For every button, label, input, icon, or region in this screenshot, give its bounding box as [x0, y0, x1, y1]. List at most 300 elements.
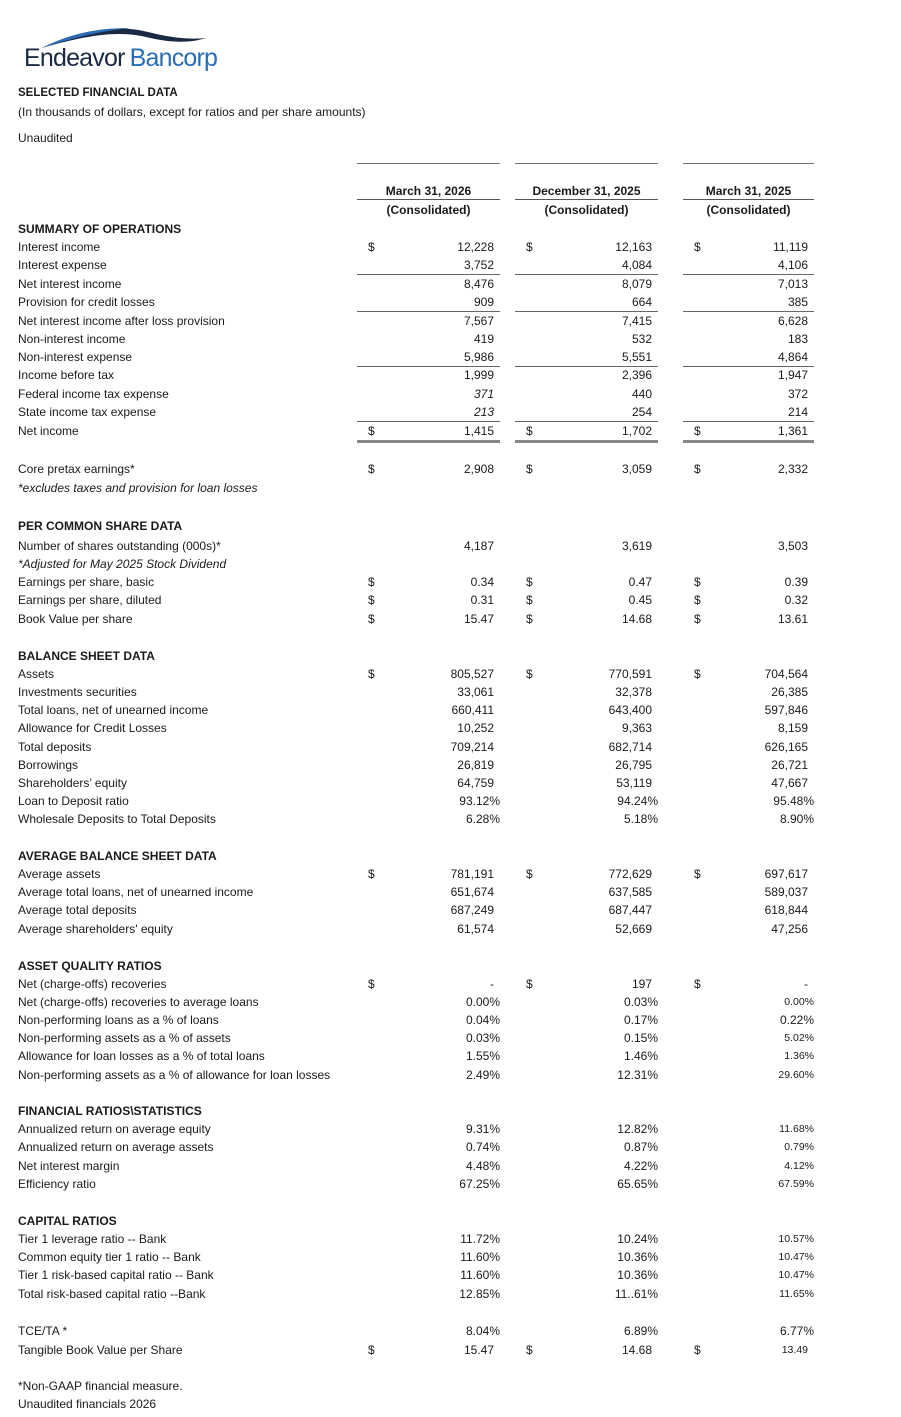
value-cell — [357, 1266, 500, 1284]
column-basis: (Consolidated) — [544, 203, 629, 217]
value-cell — [683, 591, 814, 609]
value-cell — [515, 975, 658, 993]
footnote-unaudited: Unaudited financials 2026 — [18, 1397, 157, 1411]
currency-symbol: $ — [368, 977, 375, 991]
cell-value: 805,527 — [450, 667, 494, 681]
value-cell — [683, 330, 814, 348]
value-cell — [683, 1322, 814, 1340]
value-cell — [515, 537, 658, 555]
table-row — [0, 719, 901, 737]
currency-symbol: $ — [526, 575, 533, 589]
cell-value: 11.60% — [460, 1268, 500, 1282]
value-cell — [515, 1341, 658, 1359]
cell-value: 94.24% — [617, 794, 658, 808]
section-title: FINANCIAL RATIOS\STATISTICS — [18, 1104, 202, 1118]
row-label: Loan to Deposit ratio — [18, 794, 129, 808]
column-header-1 — [357, 163, 500, 223]
table-row — [0, 610, 901, 628]
cell-value: 52,669 — [615, 922, 652, 936]
cell-value: 7,013 — [777, 277, 808, 291]
table-row — [0, 683, 901, 701]
table-row — [0, 920, 901, 938]
value-cell — [683, 275, 814, 293]
table-row — [0, 756, 901, 774]
cell-value: 10.24% — [617, 1232, 658, 1246]
cell-value: 637,585 — [608, 885, 652, 899]
cell-value: 183 — [787, 332, 808, 346]
currency-symbol: $ — [526, 240, 533, 254]
table-row — [0, 883, 901, 901]
cell-value: 26,819 — [457, 758, 494, 772]
cell-value: 12,228 — [457, 240, 494, 254]
row-label: Common equity tier 1 ratio -- Bank — [18, 1250, 201, 1264]
value-cell — [357, 366, 500, 384]
row-label: Non-interest expense — [18, 350, 133, 364]
table-row — [0, 738, 901, 756]
cell-value: 909 — [473, 295, 494, 309]
cell-value: 14.68 — [621, 1343, 652, 1357]
value-cell — [683, 883, 814, 901]
row-label: Total risk-based capital ratio --Bank — [18, 1287, 206, 1301]
cell-value: 8.90% — [779, 812, 814, 826]
section-header — [0, 957, 901, 975]
footnote-non-gaap: *Non-GAAP financial measure. — [18, 1379, 183, 1393]
cell-value: 385 — [787, 295, 808, 309]
value-cell — [357, 422, 500, 443]
column-date: March 31, 2025 — [705, 184, 792, 198]
value-cell — [515, 1266, 658, 1284]
value-cell — [683, 1066, 814, 1084]
cell-value: 214 — [787, 405, 808, 419]
cell-value: 772,629 — [608, 867, 652, 881]
value-cell — [515, 1029, 658, 1047]
value-cell — [683, 810, 814, 828]
cell-value: 704,564 — [764, 667, 808, 681]
row-label: Net interest income — [18, 277, 122, 291]
cell-value: 0.00% — [465, 995, 500, 1009]
cell-value: 10.36% — [617, 1268, 658, 1282]
value-cell — [357, 573, 500, 591]
row-label: Non-interest income — [18, 332, 126, 346]
value-cell — [515, 665, 658, 683]
cell-value: 10.36% — [617, 1250, 658, 1264]
row-label: Allowance for Credit Losses — [18, 721, 167, 735]
cell-value: 697,617 — [764, 867, 808, 881]
column-header-2 — [515, 163, 658, 223]
cell-value: 1,999 — [463, 368, 494, 382]
table-row — [0, 1066, 901, 1084]
table-row — [0, 1248, 901, 1266]
value-cell — [515, 1157, 658, 1175]
value-cell — [357, 1230, 500, 1248]
value-cell — [357, 1322, 500, 1340]
cell-value: 64,759 — [457, 776, 494, 790]
table-row — [0, 1029, 901, 1047]
cell-value: 61,574 — [457, 922, 494, 936]
value-cell — [357, 719, 500, 737]
value-cell — [683, 366, 814, 384]
cell-value: 6.89% — [623, 1324, 658, 1338]
cell-value: 2,908 — [463, 462, 494, 476]
cell-value: 53,119 — [616, 776, 652, 790]
cell-value: 1.36% — [784, 1050, 814, 1062]
value-cell — [683, 238, 814, 256]
currency-symbol: $ — [368, 1343, 375, 1357]
row-label: Total deposits — [18, 740, 92, 754]
cell-value: 8,476 — [463, 277, 494, 291]
row-note — [0, 479, 901, 497]
table-row — [0, 256, 901, 274]
cell-value: 3,752 — [463, 258, 494, 272]
cell-value: 1,415 — [463, 424, 494, 438]
value-cell — [357, 1341, 500, 1359]
cell-value: 0.47 — [628, 575, 652, 589]
cell-value: 26,721 — [771, 758, 808, 772]
table-row — [0, 665, 901, 683]
value-cell — [357, 1120, 500, 1138]
cell-value: 5,986 — [463, 350, 494, 364]
cell-value: 14.68 — [621, 612, 652, 626]
row-label: Net interest income after loss provision — [18, 314, 225, 328]
value-cell — [357, 738, 500, 756]
cell-value: 0.34 — [470, 575, 494, 589]
value-cell — [515, 256, 658, 275]
value-cell — [357, 293, 500, 312]
currency-symbol: $ — [694, 575, 701, 589]
row-label: Interest expense — [18, 258, 107, 272]
currency-symbol: $ — [368, 575, 375, 589]
value-cell — [683, 1047, 814, 1065]
column-date: March 31, 2026 — [385, 184, 472, 198]
row-label: Average assets — [18, 867, 101, 881]
row-label: Non-performing loans as a % of loans — [18, 1013, 219, 1027]
section-header — [0, 1212, 901, 1230]
table-row — [0, 1341, 901, 1359]
value-cell — [683, 1266, 814, 1284]
currency-symbol: $ — [526, 462, 533, 476]
cell-value: 419 — [473, 332, 494, 346]
table-row — [0, 1120, 901, 1138]
cell-value: 660,411 — [451, 703, 494, 717]
cell-value: 4.12% — [784, 1160, 814, 1172]
cell-value: 0.79% — [784, 1141, 814, 1153]
value-cell — [357, 665, 500, 683]
cell-value: 10.47% — [778, 1269, 814, 1281]
value-cell — [515, 366, 658, 384]
audit-status: Unaudited — [18, 131, 73, 145]
value-cell — [683, 683, 814, 701]
value-cell — [515, 738, 658, 756]
cell-value: 0.15% — [623, 1031, 658, 1045]
value-cell — [683, 348, 814, 367]
row-label: Annualized return on average assets — [18, 1140, 214, 1154]
cell-value: 4,187 — [463, 539, 494, 553]
row-label: Net income — [18, 424, 79, 438]
cell-value: 10,252 — [457, 721, 494, 735]
value-cell — [515, 756, 658, 774]
row-label: Earnings per share, basic — [18, 575, 155, 589]
table-row — [0, 975, 901, 993]
value-cell — [515, 275, 658, 293]
currency-symbol: $ — [526, 424, 533, 438]
row-label: Investments securities — [18, 685, 137, 699]
row-label: Total loans, net of unearned income — [18, 703, 209, 717]
cell-value: 13.61 — [777, 612, 808, 626]
cell-value: 4,084 — [621, 258, 652, 272]
table-row — [0, 993, 901, 1011]
value-cell — [357, 865, 500, 883]
value-cell — [683, 460, 814, 478]
row-label: Book Value per share — [18, 612, 133, 626]
currency-symbol: $ — [694, 593, 701, 607]
cell-value: 11.60% — [460, 1250, 500, 1264]
table-row — [0, 1047, 901, 1065]
cell-value: 1.55% — [465, 1049, 500, 1063]
section-title: SUMMARY OF OPERATIONS — [18, 222, 182, 236]
cell-value: 3,619 — [621, 539, 652, 553]
value-cell — [357, 901, 500, 919]
value-cell — [683, 1341, 814, 1359]
cell-value: 13.49 — [781, 1344, 808, 1356]
table-row — [0, 1285, 901, 1303]
value-cell — [683, 293, 814, 312]
cell-value: 32,378 — [615, 685, 652, 699]
value-cell — [515, 1248, 658, 1266]
cell-value: 8.04% — [465, 1324, 500, 1338]
column-basis: (Consolidated) — [706, 203, 791, 217]
cell-value: 12.82% — [617, 1122, 658, 1136]
cell-value: 0.74% — [465, 1140, 500, 1154]
value-cell — [357, 537, 500, 555]
row-label: Net (charge-offs) recoveries to average loans — [18, 995, 259, 1009]
section-title: AVERAGE BALANCE SHEET DATA — [18, 849, 217, 863]
table-row — [0, 366, 901, 384]
value-cell — [515, 1120, 658, 1138]
cell-value: 5.02% — [784, 1032, 814, 1044]
cell-value: 1,702 — [621, 424, 652, 438]
value-cell — [515, 238, 658, 256]
cell-value: 47,256 — [771, 922, 808, 936]
cell-value: 709,214 — [450, 740, 494, 754]
table-row — [0, 330, 901, 348]
value-cell — [515, 683, 658, 701]
table-row — [0, 1138, 901, 1156]
cell-value: 5,551 — [621, 350, 652, 364]
cell-value: 4,864 — [777, 350, 808, 364]
section-title: ASSET QUALITY RATIOS — [18, 959, 162, 973]
table-row — [0, 591, 901, 609]
table-row — [0, 774, 901, 792]
value-cell — [515, 460, 658, 478]
currency-symbol: $ — [368, 867, 375, 881]
cell-value: 0.32 — [784, 593, 808, 607]
table-row — [0, 312, 901, 330]
row-label: Wholesale Deposits to Total Deposits — [18, 812, 216, 826]
cell-value: 371 — [473, 387, 494, 401]
cell-value: 781,191 — [450, 867, 494, 881]
cell-value: 15.47 — [463, 612, 494, 626]
cell-value: 0.04% — [465, 1013, 500, 1027]
section-header — [0, 1102, 901, 1120]
cell-value: 11.68% — [779, 1123, 814, 1135]
cell-value: 10.57% — [778, 1233, 814, 1245]
table-row — [0, 792, 901, 810]
table-row — [0, 1157, 901, 1175]
value-cell — [357, 1138, 500, 1156]
cell-value: 0.39 — [784, 575, 808, 589]
cell-value: 26,385 — [771, 685, 808, 699]
logo-wordmark — [24, 44, 217, 73]
value-cell — [515, 865, 658, 883]
currency-symbol: $ — [526, 612, 533, 626]
cell-value: 2.49% — [465, 1068, 500, 1082]
cell-value: 4,106 — [777, 258, 808, 272]
row-label: Average shareholders' equity — [18, 922, 173, 936]
value-cell — [515, 883, 658, 901]
section-header — [0, 647, 901, 665]
value-cell — [515, 403, 658, 422]
cell-value: 0.03% — [465, 1031, 500, 1045]
value-cell — [357, 701, 500, 719]
currency-symbol: $ — [694, 867, 701, 881]
row-label: Provision for credit losses — [18, 295, 155, 309]
cell-value: 1,947 — [777, 368, 808, 382]
cell-value: 12,163 — [615, 240, 652, 254]
value-cell — [357, 330, 500, 348]
value-cell — [515, 312, 658, 330]
value-cell — [357, 1011, 500, 1029]
table-row — [0, 865, 901, 883]
cell-value: - — [804, 977, 808, 991]
value-cell — [357, 920, 500, 938]
section-title: CAPITAL RATIOS — [18, 1214, 117, 1228]
row-label: Assets — [18, 667, 55, 681]
cell-value: 0.45 — [628, 593, 652, 607]
value-cell — [515, 792, 658, 810]
divider — [357, 163, 500, 164]
cell-value: 11..61% — [614, 1287, 658, 1301]
note-text: *excludes taxes and provision for loan losses — [18, 481, 258, 495]
value-cell — [357, 403, 500, 422]
value-cell — [683, 975, 814, 993]
section-title: PER COMMON SHARE DATA — [18, 519, 183, 533]
table-row — [0, 1011, 901, 1029]
row-label: Earnings per share, diluted — [18, 593, 162, 607]
row-label: Tier 1 risk-based capital ratio -- Bank — [18, 1268, 214, 1282]
cell-value: 372 — [787, 387, 808, 401]
cell-value: 29.60% — [778, 1069, 814, 1081]
value-cell — [515, 422, 658, 443]
currency-symbol: $ — [694, 1343, 701, 1357]
cell-value: 6.77% — [779, 1324, 814, 1338]
value-cell — [357, 238, 500, 256]
row-note — [0, 555, 901, 573]
currency-symbol: $ — [694, 667, 701, 681]
row-label: Shareholders’ equity — [18, 776, 127, 790]
cell-value: 7,415 — [621, 314, 652, 328]
cell-value: 197 — [631, 977, 652, 991]
row-label: Net interest margin — [18, 1159, 120, 1173]
cell-value: 643,400 — [608, 703, 652, 717]
value-cell — [683, 792, 814, 810]
row-label: Average total loans, net of unearned income — [18, 885, 254, 899]
value-cell — [683, 719, 814, 737]
value-cell — [357, 683, 500, 701]
cell-value: 651,674 — [450, 885, 494, 899]
row-label: Income before tax — [18, 368, 115, 382]
value-cell — [683, 1248, 814, 1266]
value-cell — [515, 1011, 658, 1029]
value-cell — [357, 1066, 500, 1084]
cell-value: 213 — [473, 405, 494, 419]
table-row — [0, 348, 901, 366]
cell-value: 3,503 — [777, 539, 808, 553]
cell-value: 2,396 — [621, 368, 652, 382]
row-label: Borrowings — [18, 758, 79, 772]
cell-value: 2,332 — [777, 462, 808, 476]
value-cell — [515, 1047, 658, 1065]
row-label: Non-performing assets as a % of allowance for loan losses — [18, 1068, 331, 1082]
cell-value: 65.65% — [617, 1177, 658, 1191]
cell-value: 5.18% — [623, 812, 658, 826]
value-cell — [515, 1066, 658, 1084]
cell-value: 12.31% — [617, 1068, 658, 1082]
company-logo — [24, 24, 239, 76]
column-header-3 — [683, 163, 814, 223]
column-basis: (Consolidated) — [386, 203, 471, 217]
value-cell — [515, 610, 658, 628]
cell-value: 4.48% — [465, 1159, 500, 1173]
cell-value: 67.25% — [459, 1177, 500, 1191]
report-subtitle: (In thousands of dollars, except for ratios and per share amounts) — [18, 105, 366, 119]
value-cell — [683, 256, 814, 275]
value-cell — [515, 1285, 658, 1303]
table-row — [0, 1322, 901, 1340]
currency-symbol: $ — [526, 867, 533, 881]
value-cell — [357, 810, 500, 828]
value-cell — [515, 385, 658, 403]
logo-word-bancorp: Bancorp — [129, 44, 218, 72]
cell-value: 6.28% — [465, 812, 500, 826]
cell-value: 0.00% — [784, 996, 814, 1008]
value-cell — [515, 1138, 658, 1156]
row-label: Number of shares outstanding (000s)* — [18, 539, 221, 553]
cell-value: 7,567 — [463, 314, 494, 328]
currency-symbol: $ — [368, 462, 375, 476]
value-cell — [357, 792, 500, 810]
value-cell — [683, 1175, 814, 1193]
value-cell — [683, 403, 814, 422]
cell-value: 3,059 — [621, 462, 652, 476]
value-cell — [357, 993, 500, 1011]
table-row — [0, 403, 901, 421]
value-cell — [357, 774, 500, 792]
row-label: Allowance for loan losses as a % of total loans — [18, 1049, 265, 1063]
value-cell — [357, 312, 500, 330]
table-row — [0, 701, 901, 719]
value-cell — [515, 901, 658, 919]
cell-value: 664 — [631, 295, 652, 309]
cell-value: 626,165 — [764, 740, 808, 754]
row-label: Tier 1 leverage ratio -- Bank — [18, 1232, 167, 1246]
currency-symbol: $ — [368, 240, 375, 254]
value-cell — [515, 1175, 658, 1193]
value-cell — [357, 460, 500, 478]
value-cell — [683, 774, 814, 792]
row-label: Tangible Book Value per Share — [18, 1343, 183, 1357]
cell-value: 682,714 — [608, 740, 652, 754]
value-cell — [515, 348, 658, 367]
